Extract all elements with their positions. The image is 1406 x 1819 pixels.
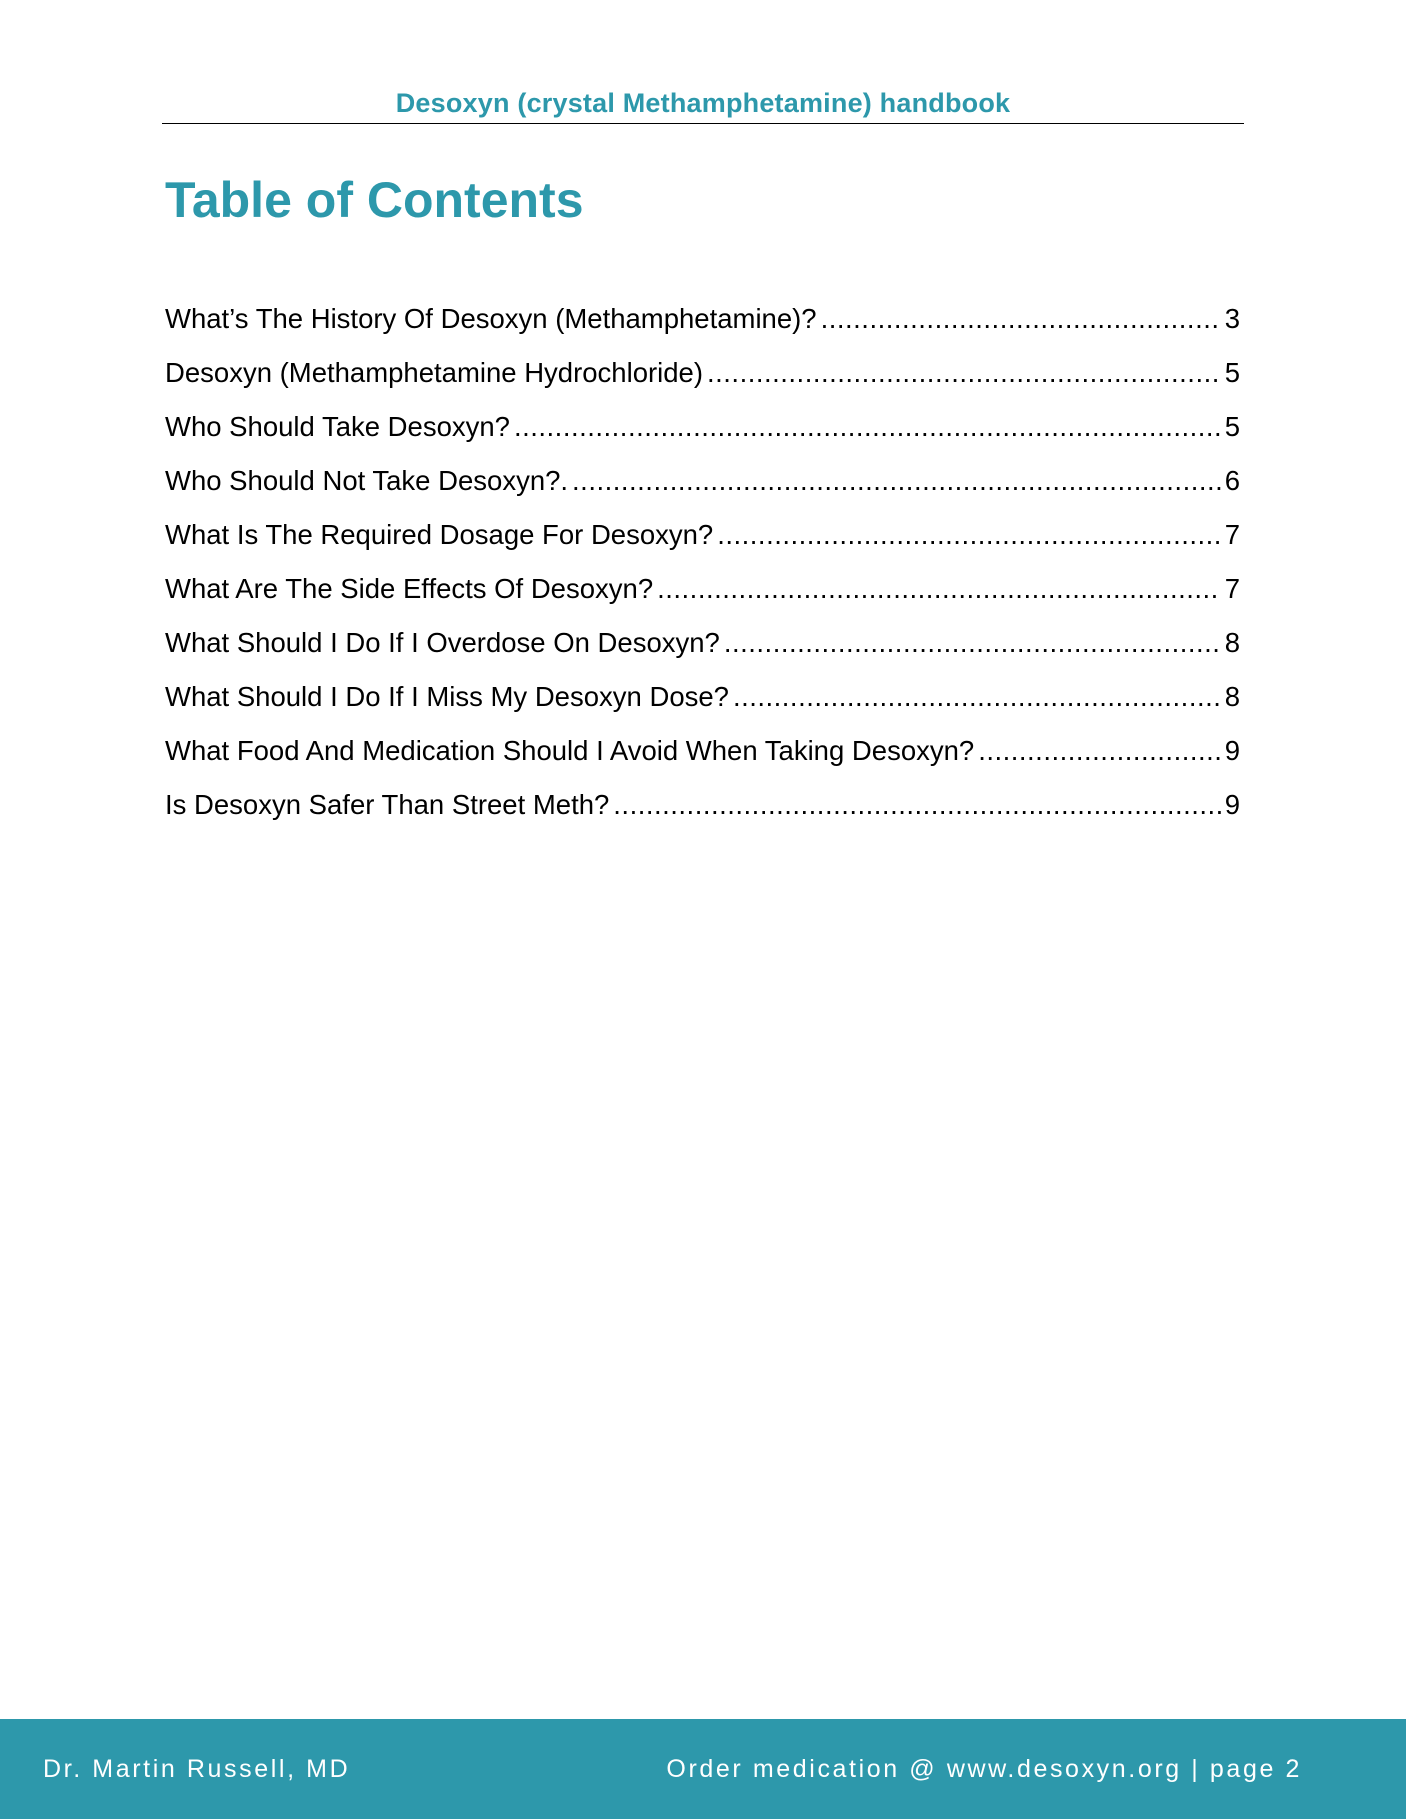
toc-entry-page: 9 [1224, 735, 1240, 766]
toc-entry-dosage[interactable] [165, 508, 1240, 562]
toc-entry-text: What Should I Do If I Miss My Desoxyn Dose? [165, 681, 729, 712]
toc-list [165, 292, 1240, 832]
running-header [162, 82, 1244, 124]
toc-dot-leader [733, 670, 1221, 724]
toc-entry-missed-dose[interactable] [165, 670, 1240, 724]
running-header-title: Desoxyn (crystal Methamphetamine) handbook [395, 88, 1011, 118]
toc-entry-text: Is Desoxyn Safer Than Street Meth? [165, 789, 610, 820]
toc-dot-leader [717, 508, 1220, 562]
toc-dot-leader [572, 454, 1221, 508]
toc-entry-page: 5 [1224, 357, 1240, 388]
toc-entry-text: Desoxyn (Methamphetamine Hydrochloride) [165, 357, 704, 388]
toc-entry-history[interactable] [165, 292, 1240, 346]
toc-entry-page: 7 [1224, 573, 1240, 604]
toc-dot-leader [707, 346, 1221, 400]
toc-entry-page: 5 [1224, 411, 1240, 442]
toc-entry-text: What’s The History Of Desoxyn (Methamphetamine)? [165, 303, 817, 334]
toc-entry-side-effects[interactable] [165, 562, 1240, 616]
toc-entry-hydrochloride[interactable] [165, 346, 1240, 400]
footer-bar [0, 1719, 1406, 1819]
toc-entry-street-meth[interactable] [165, 778, 1240, 832]
toc-entry-text: What Should I Do If I Overdose On Desoxyn? [165, 627, 720, 658]
toc-entry-who-should-take[interactable] [165, 400, 1240, 454]
toc-dot-leader [657, 562, 1221, 616]
footer-order-link[interactable]: Order medication @ www.desoxyn.org | page 2 [666, 1755, 1302, 1783]
toc-entry-who-should-not-take[interactable] [165, 454, 1240, 508]
toc-entry-page: 7 [1224, 519, 1240, 550]
toc-entry-text: Who Should Not Take Desoxyn?. [165, 465, 569, 496]
toc-dot-leader [514, 400, 1221, 454]
toc-dot-leader [821, 292, 1221, 346]
toc-entry-text: What Are The Side Effects Of Desoxyn? [165, 573, 654, 604]
footer-author: Dr. Martin Russell, MD [43, 1755, 351, 1783]
toc-entry-food-and-medication[interactable] [165, 724, 1240, 778]
toc-entry-text: What Is The Required Dosage For Desoxyn? [165, 519, 714, 550]
toc-entry-page: 8 [1224, 627, 1240, 658]
toc-entry-text: What Food And Medication Should I Avoid When Taking Desoxyn? [165, 735, 975, 766]
toc-entry-text: Who Should Take Desoxyn? [165, 411, 510, 442]
toc-entry-overdose[interactable] [165, 616, 1240, 670]
toc-entry-page: 6 [1224, 465, 1240, 496]
toc-title: Table of Contents [165, 172, 584, 228]
toc-entry-page: 3 [1224, 303, 1240, 334]
toc-dot-leader [613, 778, 1220, 832]
toc-dot-leader [978, 724, 1221, 778]
toc-dot-leader [724, 616, 1221, 670]
toc-entry-page: 9 [1224, 789, 1240, 820]
toc-entry-page: 8 [1224, 681, 1240, 712]
